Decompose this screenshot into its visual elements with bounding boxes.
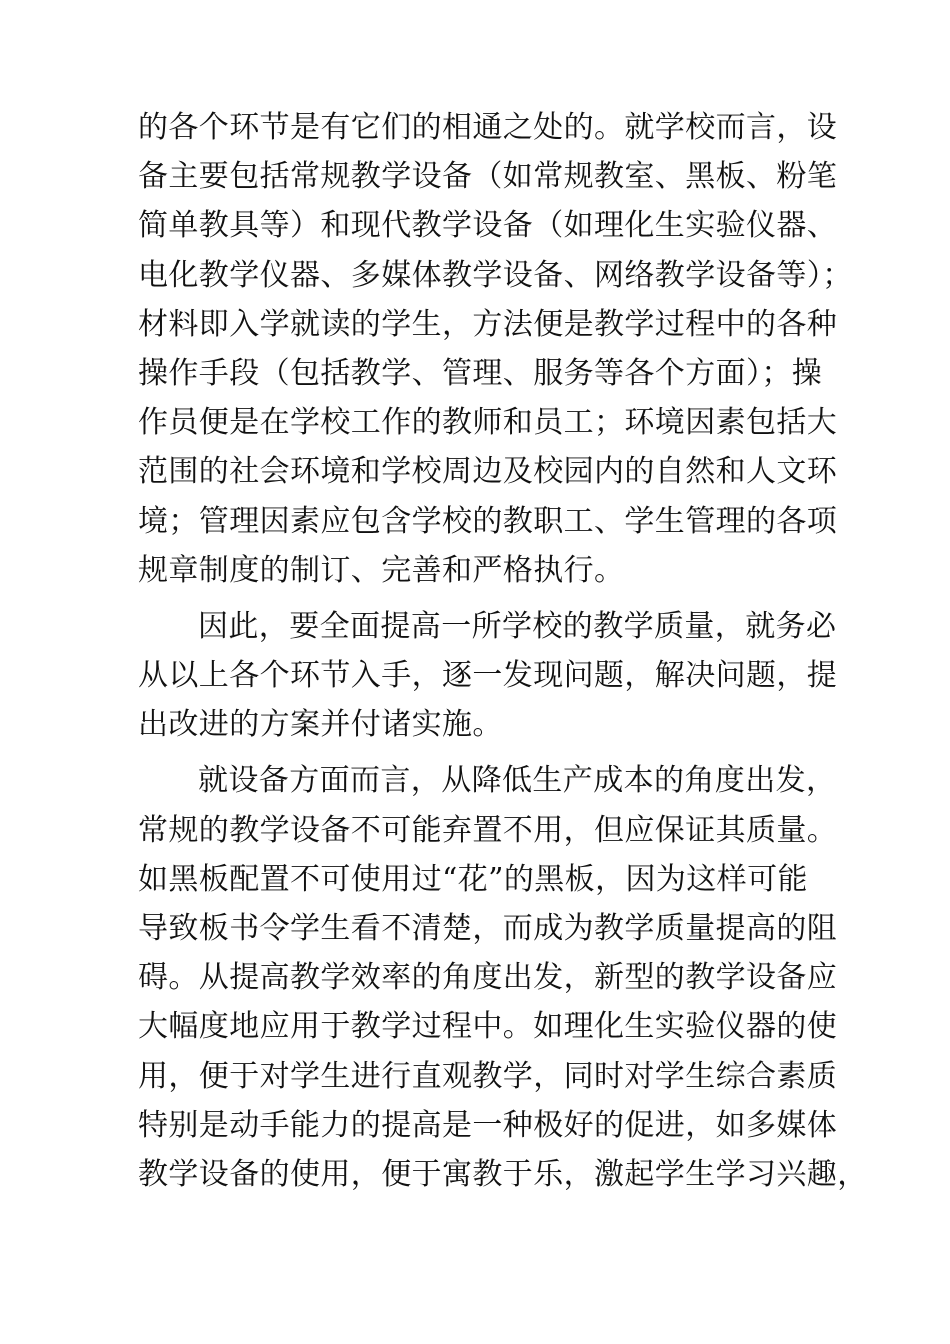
text-line: 范围的社会环境和学校周边及校园内的自然和人文环 bbox=[138, 454, 838, 490]
text-line: 常规的教学设备不可能弃置不用，但应保证其质量。 bbox=[138, 812, 838, 848]
text-line: 操作手段（包括教学、管理、服务等各个方面）；操 bbox=[138, 355, 823, 391]
text-line: 材料即入学就读的学生，方法便是教学过程中的各种 bbox=[138, 306, 838, 342]
paragraph-2 bbox=[138, 602, 838, 750]
document-body bbox=[138, 103, 868, 1199]
text-line: 就设备方面而言，从降低生产成本的角度出发， bbox=[198, 763, 837, 799]
text-line: 大幅度地应用于教学过程中。如理化生实验仪器的使 bbox=[138, 1009, 838, 1045]
text-line: 规章制度的制订、完善和严格执行。 bbox=[138, 552, 625, 588]
text-line: 出改进的方案并付诸实施。 bbox=[138, 707, 503, 743]
text-line: 用，便于对学生进行直观教学，同时对学生综合素质 bbox=[138, 1058, 838, 1094]
text-line: 特别是动手能力的提高是一种极好的促进，如多媒体 bbox=[138, 1107, 838, 1143]
text-line: 导致板书令学生看不清楚，而成为教学质量提高的阻 bbox=[138, 911, 838, 946]
text-line: 简单教具等）和现代教学设备（如理化生实验仪器、 bbox=[138, 208, 838, 244]
text-line: 电化教学仪器、多媒体教学设备、网络教学设备等）； bbox=[138, 257, 853, 293]
paragraph-3 bbox=[138, 756, 868, 1199]
text-line: 因此，要全面提高一所学校的教学质量，就务必 bbox=[198, 608, 837, 644]
text-line: 备主要包括常规教学设备（如常规教室、黑板、粉笔 bbox=[138, 159, 838, 195]
text-line: 碍。从提高教学效率的角度出发，新型的教学设备应 bbox=[138, 960, 838, 996]
text-line: 作员便是在学校工作的教师和员工；环境因素包括大 bbox=[138, 405, 838, 441]
text-line: 从以上各个环节入手，逐一发现问题，解决问题，提 bbox=[138, 658, 838, 694]
text-line: 如黑板配置不可使用过“花”的黑板，因为这样可能 bbox=[138, 861, 808, 897]
text-line: 的各个环节是有它们的相通之处的。就学校而言，设 bbox=[138, 110, 838, 145]
text-line: 教学设备的使用，便于寓教于乐，激起学生学习兴趣， bbox=[138, 1156, 868, 1192]
paragraph-1 bbox=[138, 103, 853, 595]
text-line: 境；管理因素应包含学校的教职工、学生管理的各项 bbox=[138, 503, 838, 539]
